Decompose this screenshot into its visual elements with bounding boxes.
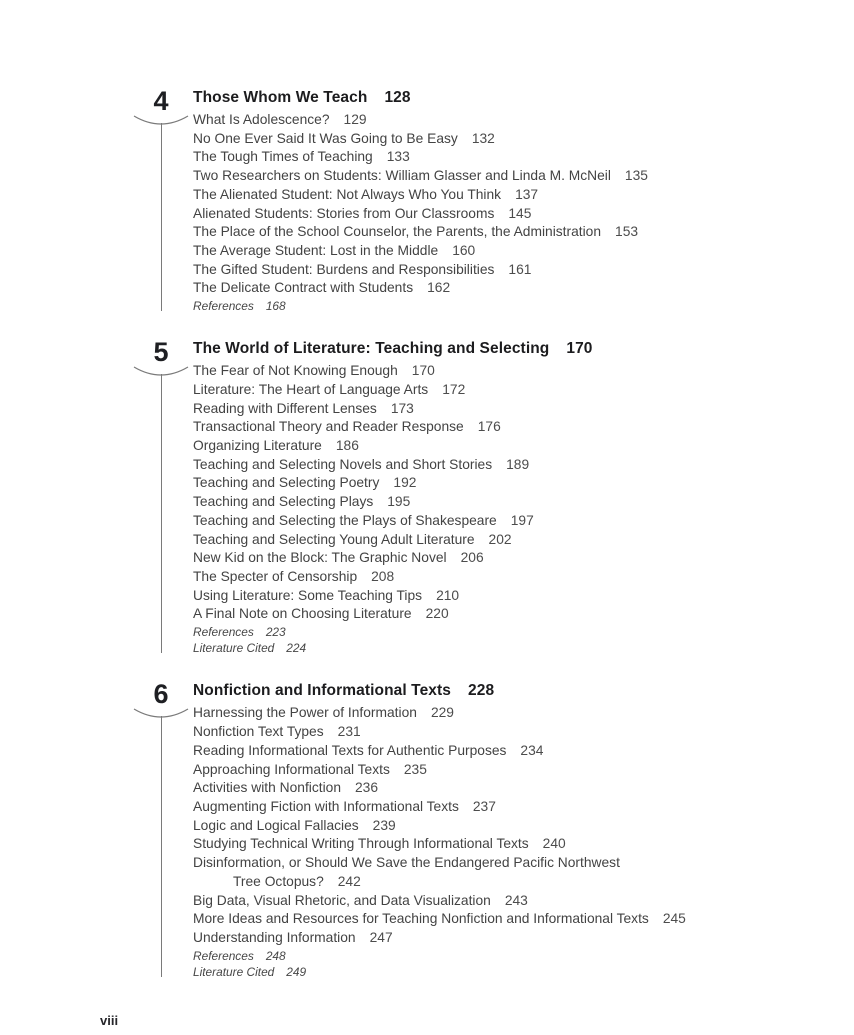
toc-entry-title: Harnessing the Power of Information (193, 705, 417, 721)
toc-backmatter-entry (193, 298, 813, 314)
chapter-section (133, 88, 813, 314)
toc-entry-page: 197 (510, 512, 534, 528)
footer-page-number: viii (100, 1013, 119, 1028)
toc-entry-title: Disinformation, or Should We Save the Endangered Pacific Northwest (193, 855, 620, 871)
toc-entry-title: No One Ever Said It Was Going to Be Easy (193, 130, 458, 146)
toc-entry-title: Alienated Students: Stories from Our Classrooms (193, 205, 495, 221)
toc-entry-page: 208 (371, 568, 395, 584)
toc-entry (193, 605, 813, 624)
chapter-number: 6 (153, 679, 169, 710)
toc-backmatter-page: 224 (286, 641, 307, 656)
toc-entry-title: The Tough Times of Teaching (193, 149, 373, 165)
toc-entry-page: 192 (393, 475, 417, 491)
toc-entry (193, 761, 813, 780)
toc-entry-title: Nonfiction Text Types (193, 724, 324, 740)
toc-backmatter-page: 168 (265, 299, 286, 314)
toc-backmatter-entry (193, 624, 813, 640)
toc-entry-page: 210 (436, 587, 460, 603)
toc-entry-title: The Specter of Censorship (193, 568, 358, 584)
chapter-number-column (133, 88, 193, 314)
toc-entry (193, 798, 813, 817)
toc-entry-page: 245 (662, 911, 686, 927)
toc-entry-page: 242 (337, 873, 361, 889)
toc-entry (193, 223, 813, 242)
toc-entry-title: The Place of the School Counselor, the Parents, the Administration (193, 224, 602, 240)
toc-entry (193, 531, 813, 550)
toc-entry-continuation (193, 873, 813, 892)
toc-entry (193, 568, 813, 587)
chapter-title-row (193, 88, 813, 108)
toc-entry-title: The Delicate Contract with Students (193, 280, 414, 296)
toc-entry-title: Teaching and Selecting Young Adult Literature (193, 531, 475, 547)
chapter-number: 5 (153, 337, 169, 368)
toc-backmatter-title: References (193, 948, 254, 963)
toc-entry-title: A Final Note on Choosing Literature (193, 606, 412, 622)
toc-entry (193, 261, 813, 280)
toc-entry-page: 231 (337, 724, 361, 740)
chapter-content (193, 681, 813, 980)
toc-entry-page: 189 (506, 456, 530, 472)
toc-entry-page: 195 (387, 494, 411, 510)
toc-entry-title: Reading with Different Lenses (193, 400, 377, 416)
toc-entry (193, 910, 813, 929)
chapter-content (193, 88, 813, 314)
chapter-title-row (193, 339, 813, 359)
toc-backmatter-title: References (193, 625, 254, 640)
chapter-number: 4 (153, 86, 169, 116)
toc-entry (193, 148, 813, 167)
toc-entry (193, 437, 813, 456)
toc-entry-page: 145 (508, 205, 532, 221)
toc-entry-title: Transactional Theory and Reader Response (193, 419, 464, 435)
toc-entry-page: 247 (369, 929, 393, 945)
chapter-title-text: The World of Literature: Teaching and Selecting (193, 340, 550, 358)
toc-entry-title: Using Literature: Some Teaching Tips (193, 587, 423, 603)
toc-entry-title: Organizing Literature (193, 438, 322, 454)
toc-entry-page: 236 (355, 780, 379, 796)
toc-entry (193, 929, 813, 948)
toc-entry (193, 549, 813, 568)
toc-entry (193, 456, 813, 475)
toc-entry-page: 172 (442, 381, 466, 397)
toc-backmatter-page: 249 (286, 964, 307, 979)
toc-entry (193, 892, 813, 911)
chapter-bracket-line (161, 123, 162, 311)
toc-entry-title: Augmenting Fiction with Informational Texts (193, 799, 459, 814)
toc-entry (193, 279, 813, 298)
toc-entry-page: 170 (411, 363, 435, 379)
toc-entry (193, 418, 813, 437)
toc-entry-title: The Gifted Student: Burdens and Responsibilities (193, 261, 495, 277)
toc-entry (193, 493, 813, 512)
toc-entry-title: Teaching and Selecting Poetry (193, 475, 380, 491)
toc-entry-page: 162 (427, 280, 451, 296)
chapter-content (193, 339, 813, 656)
toc-backmatter-title: Literature Cited (193, 641, 275, 656)
chapter-number-column (133, 339, 193, 656)
toc-backmatter-page: 223 (265, 625, 286, 640)
toc-entry-title: Big Data, Visual Rhetoric, and Data Visualization (193, 892, 491, 908)
toc-entry-page: 234 (520, 742, 544, 758)
toc-entry (193, 817, 813, 836)
toc-entry (193, 130, 813, 149)
toc-entry (193, 111, 813, 130)
chapter-title-row (193, 681, 813, 701)
chapter-bracket-line (161, 374, 162, 653)
toc-backmatter-page: 248 (265, 948, 286, 963)
toc-entry-title: The Alienated Student: Not Always Who You Think (193, 186, 502, 202)
toc-entry (193, 835, 813, 854)
toc-entry (193, 742, 813, 761)
toc-entry-title: Reading Informational Texts for Authentic Purposes (193, 742, 507, 758)
toc-entry-title: Teaching and Selecting the Plays of Shakespeare (193, 512, 497, 528)
toc-entry-title: Understanding Information (193, 929, 356, 945)
toc-entry (193, 723, 813, 742)
chapter-bracket-line (161, 716, 162, 977)
toc-entry (193, 512, 813, 531)
toc-entry-title: Logic and Logical Fallacies (193, 817, 359, 833)
chapter-section (133, 681, 813, 980)
toc-entry (193, 381, 813, 400)
chapter-title-page: 128 (384, 89, 411, 106)
toc-entry-title: Tree Octopus? (233, 873, 324, 889)
toc-entry-page: 186 (335, 438, 359, 454)
toc-backmatter-entry (193, 640, 813, 656)
toc-entry-title: Activities with Nonfiction (193, 780, 341, 796)
toc-entry-page: 235 (403, 761, 427, 777)
toc-entry-page: 206 (460, 550, 484, 566)
toc-entry-title: Teaching and Selecting Plays (193, 494, 374, 510)
toc-entry-title: Teaching and Selecting Novels and Short Stories (193, 456, 493, 472)
toc-entry (193, 205, 813, 224)
toc-entry-title: Two Researchers on Students: William Glasser and Linda M. McNeil (193, 168, 611, 184)
toc-entry-page: 153 (615, 224, 639, 240)
toc-chapters (133, 88, 813, 980)
chapter-title-text: Nonfiction and Informational Texts (193, 682, 452, 700)
toc-entry (193, 474, 813, 493)
toc-backmatter-title: Literature Cited (193, 964, 275, 979)
toc-entry-page: 129 (343, 112, 367, 127)
toc-backmatter-entry (193, 948, 813, 964)
toc-entry (193, 242, 813, 261)
toc-entry-page: 161 (508, 261, 532, 277)
toc-backmatter-entry (193, 964, 813, 980)
toc-entry-page: 239 (372, 817, 396, 833)
toc-entry (193, 854, 813, 873)
toc-entry (193, 779, 813, 798)
toc-entry (193, 186, 813, 205)
toc-entry-page: 229 (430, 705, 454, 721)
toc-entry (193, 587, 813, 606)
toc-entry-page: 135 (624, 168, 648, 184)
toc-entry-page: 202 (488, 531, 512, 547)
toc-entry-title: New Kid on the Block: The Graphic Novel (193, 550, 447, 566)
toc-entry-page: 132 (471, 130, 495, 146)
toc-entry-page: 237 (472, 799, 496, 814)
toc-entry-page: 173 (390, 400, 414, 416)
toc-entry-title: Approaching Informational Texts (193, 761, 390, 777)
toc-entry-page: 133 (386, 149, 410, 165)
toc-entry-title: The Fear of Not Knowing Enough (193, 363, 398, 379)
chapter-title-page: 228 (468, 682, 495, 700)
toc-entry (193, 167, 813, 186)
toc-entry-page: 243 (504, 892, 528, 908)
toc-entry-title: The Average Student: Lost in the Middle (193, 242, 439, 258)
chapter-title-page: 170 (566, 340, 593, 358)
chapter-number-column (133, 681, 193, 980)
toc-entry (193, 704, 813, 723)
toc-entry-title: More Ideas and Resources for Teaching Nonfiction and Informational Texts (193, 911, 649, 927)
toc-backmatter-title: References (193, 299, 254, 314)
chapter-title-text: Those Whom We Teach (193, 89, 368, 106)
chapter-section (133, 339, 813, 656)
toc-entry (193, 362, 813, 381)
toc-entry-page: 137 (515, 186, 539, 202)
toc-entry-title: What Is Adolescence? (193, 112, 330, 127)
toc-entry-page: 240 (542, 836, 566, 852)
toc-entry-page: 160 (452, 242, 476, 258)
toc-entry-page: 220 (425, 606, 449, 622)
toc-entry-title: Studying Technical Writing Through Informational Texts (193, 836, 529, 852)
toc-entry-title: Literature: The Heart of Language Arts (193, 381, 429, 397)
toc-entry-page: 176 (477, 419, 501, 435)
toc-entry (193, 400, 813, 419)
